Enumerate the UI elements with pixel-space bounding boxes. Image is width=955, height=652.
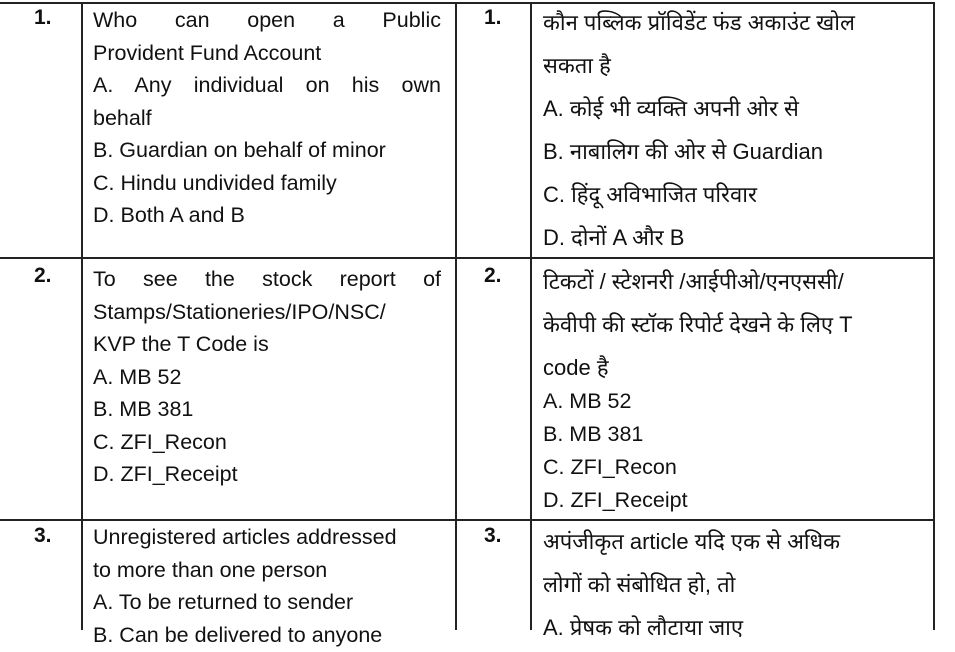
text-line: B. Can be delivered to anyone	[93, 620, 441, 652]
row-divider	[0, 519, 935, 521]
text-line: टिकटों / स्टेशनरी /आईपीओ/एनएससी/	[543, 262, 923, 305]
text-line: C. ZFI_Recon	[93, 427, 441, 460]
column-divider	[530, 2, 532, 630]
text-line: B. MB 381	[93, 394, 441, 427]
text-line: B. Guardian on behalf of minor	[93, 135, 441, 168]
text-line: D. ZFI_Receipt	[93, 459, 441, 492]
question-number: 2.	[34, 264, 52, 288]
text-line: सकता है	[543, 46, 923, 89]
text-line: अपंजीकृत article यदि एक से अधिक	[543, 522, 923, 565]
text-line: B. नाबालिग की ओर से Guardian	[543, 132, 923, 175]
text-line: A. MB 52	[543, 386, 923, 419]
question-hindi	[543, 3, 923, 261]
text-line: To see the stock report of	[93, 264, 441, 297]
text-line: कौन पब्लिक प्रॉविडेंट फंड अकाउंट खोल	[543, 3, 923, 46]
text-line: D. Both A and B	[93, 200, 441, 233]
text-line: A. Any individual on his own	[93, 70, 441, 103]
table-right-border	[933, 2, 935, 630]
text-line: A. कोई भी व्यक्ति अपनी ओर से	[543, 89, 923, 132]
text-line: C. ZFI_Recon	[543, 452, 923, 485]
question-hindi	[543, 522, 923, 651]
question-number-hindi: 1.	[484, 6, 502, 30]
column-divider	[81, 2, 83, 630]
question-english	[93, 522, 441, 652]
text-line: B. MB 381	[543, 419, 923, 452]
question-number-hindi: 3.	[484, 524, 502, 548]
text-line: code है	[543, 348, 923, 386]
question-number: 1.	[34, 6, 52, 30]
text-line: केवीपी की स्टॉक रिपोर्ट देखने के लिए T	[543, 305, 923, 348]
question-english	[93, 5, 441, 233]
text-line: C. हिंदू अविभाजित परिवार	[543, 175, 923, 218]
text-line: D. ZFI_Receipt	[543, 485, 923, 518]
text-line: Who can open a Public	[93, 5, 441, 38]
text-line: behalf	[93, 103, 441, 136]
question-english	[93, 264, 441, 492]
text-line: लोगों को संबोधित हो, तो	[543, 565, 923, 608]
question-number: 3.	[34, 524, 52, 548]
text-line: A. प्रेषक को लौटाया जाए	[543, 608, 923, 651]
text-line: C. Hindu undivided family	[93, 168, 441, 201]
column-divider	[455, 2, 457, 630]
question-number-hindi: 2.	[484, 264, 502, 288]
text-line: A. To be returned to sender	[93, 587, 441, 620]
text-line: D. दोनों A और B	[543, 218, 923, 261]
text-line: Unregistered articles addressed	[93, 522, 441, 555]
text-line: Stamps/Stationeries/IPO/NSC/	[93, 297, 441, 330]
text-line: A. MB 52	[93, 362, 441, 395]
question-hindi	[543, 262, 923, 518]
text-line: to more than one person	[93, 555, 441, 588]
text-line: Provident Fund Account	[93, 38, 441, 71]
text-line: KVP the T Code is	[93, 329, 441, 362]
